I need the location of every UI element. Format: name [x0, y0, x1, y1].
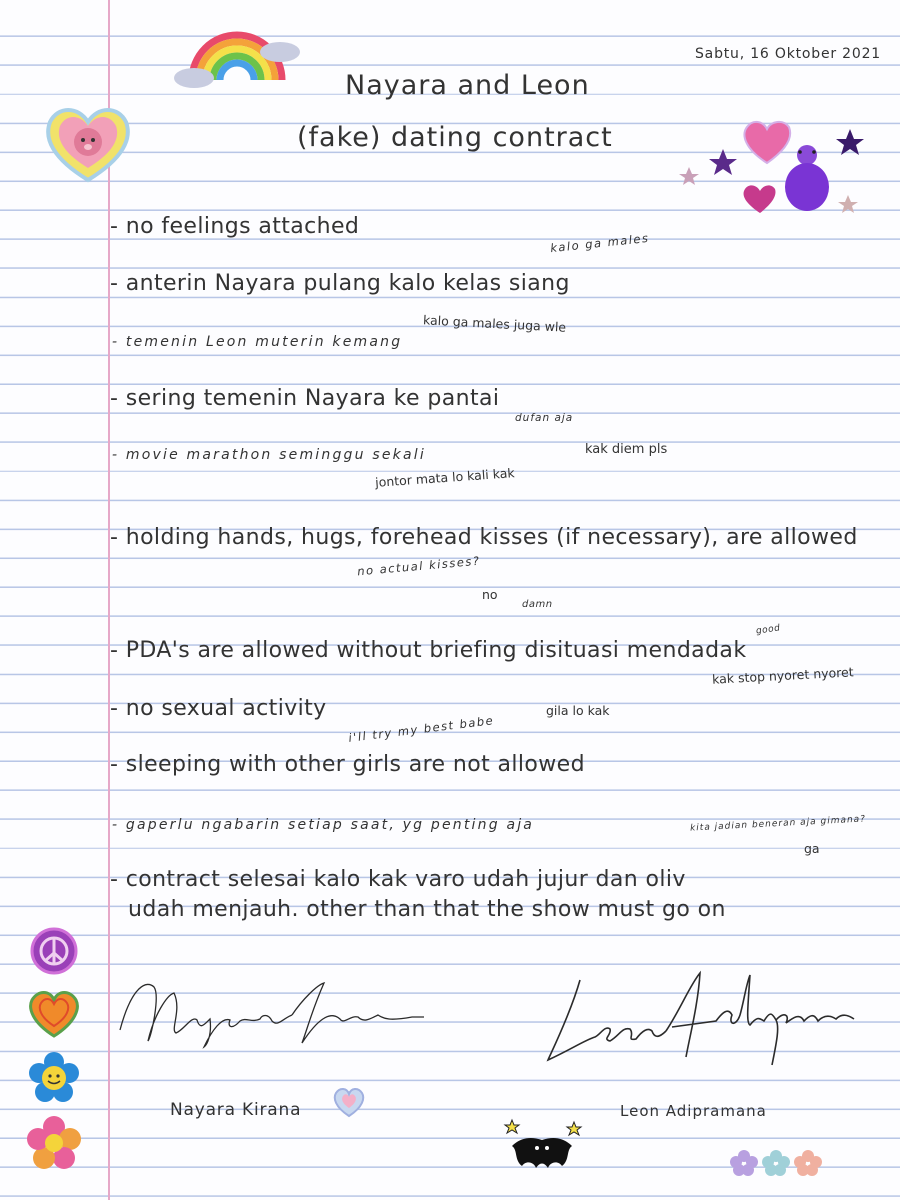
leon-signature: [540, 965, 860, 1075]
title-line-1: Nayara and Leon: [345, 70, 590, 101]
smiley-flower-sticker: [28, 1052, 80, 1104]
note-dufan-aja: dufan aja: [515, 412, 574, 424]
small-heart-sticker: [332, 1086, 366, 1118]
teddy-heart-sticker: [42, 100, 134, 185]
rule-1: - no feelings attached: [110, 214, 360, 239]
rainbow-sticker: [172, 18, 302, 93]
orange-heart-sticker: [26, 988, 82, 1040]
note-jontor: jontor mata lo kali kak: [374, 465, 516, 490]
note-damn: damn: [522, 599, 553, 610]
rule-5: - movie marathon seminggu sekali: [112, 447, 426, 463]
note-kak-diem-pls: kak diem pls: [585, 442, 668, 457]
rule-6: - holding hands, hugs, forehead kisses (if necessary), are allowed: [110, 525, 858, 550]
note-ill-try: i'll try my best babe: [347, 713, 495, 745]
nayara-signature: [112, 975, 432, 1050]
purple-bear-sticker: [675, 115, 870, 225]
note-no-actual-kisses: no actual kisses?: [356, 553, 481, 579]
title-line-2: (fake) dating contract: [297, 122, 613, 153]
rule-7: - PDA's are allowed without briefing disituasi mendadak: [110, 638, 747, 663]
note-kalo-ga-males: kalo ga males: [549, 230, 651, 256]
rule-10: - gaperlu ngabarin setiap saat, yg penting aja: [112, 817, 535, 833]
date-text: Sabtu, 16 Oktober 2021: [695, 46, 881, 62]
note-ga: ga: [804, 841, 820, 856]
note-no: no: [482, 587, 498, 602]
rule-9: - sleeping with other girls are not allowed: [110, 752, 585, 777]
left-signatory-name: Nayara Kirana: [170, 1100, 302, 1120]
rule-4: - sering temenin Nayara ke pantai: [110, 386, 500, 411]
rule-2: - anterin Nayara pulang kalo kelas siang: [110, 271, 570, 296]
note-kita-jadian: kita jadian beneran aja gimana?: [689, 814, 867, 834]
pink-flower-sticker: [26, 1115, 82, 1171]
rule-8: - no sexual activity: [110, 696, 327, 721]
rule-11-line-2: udah menjauh. other than that the show must go on: [128, 897, 726, 922]
note-good: good: [755, 623, 782, 637]
peace-sticker: [28, 925, 80, 977]
note-kak-stop: kak stop nyoret nyoret: [711, 664, 854, 687]
flowers-sticker: [730, 1148, 826, 1178]
right-signatory-name: Leon Adipramana: [620, 1102, 767, 1120]
bat-sticker: [500, 1118, 585, 1188]
note-gila-lo-kak: gila lo kak: [546, 703, 610, 718]
note-kalo-ga-males-juga: kalo ga males juga wle: [422, 312, 567, 335]
rule-3: - temenin Leon muterin kemang: [112, 334, 403, 350]
rule-11-line-1: - contract selesai kalo kak varo udah jujur dan oliv: [110, 867, 686, 892]
